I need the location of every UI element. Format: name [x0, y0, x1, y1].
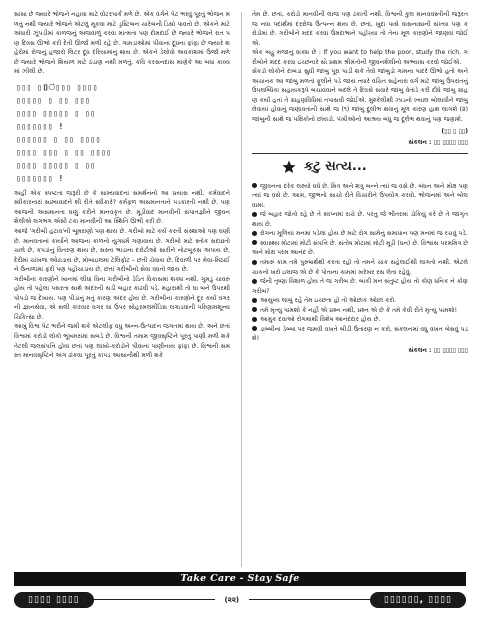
bullet-icon: [252, 212, 257, 217]
verse-line: ▯▯▯ ▯▯ં▯▯▯ ▯▯▯▯: [16, 82, 99, 92]
list-item: [252, 296, 468, 306]
verse-line: ▯▯▯▯▯▯ ▯ ▯▯ ▯▯▯▯: [16, 134, 102, 144]
paragraph: સેંકડો લોકોને દાબડા સુધી જાંબુ પૂરા પાડી શકે તેવો જાંબુડો ગામના પાદરે ઊભો હતો અને અચાનક આ જાંબુ મળતાં ફૂલીને પડે જાય ત્યારે વંચિત સહેનારા વર્ગ માટે જાંબુ ઉપરાંતનું ઉપલબ્ધિકા સહાયકરૂપે બચાવવાને બદલે તે દિવસે સવારે જાંબુ વેતાંડે કરી દીધે જાંબુ ગ્રાહણ કર્યા હતાં તે ગ્રાહણવિધિમાં તપાસવી જોઈએ. મુશ્કેલીથી ઝાડનો ખ્યાલ બોલાવીને જાંબુ લેવાયાં હોવાનું જણાવતાની સાથે જ (૧) જાંબુ દૂલીભ થવાનું મૂળ કારણ હાથ લાગશે (૨) જાંબુની સાથે જ પક્ષિકોનો છાંયડો, પંખીઓનો આશ્રય બધું જ દૂર્લભ થવાનું પણ જણાશે.: [252, 68, 468, 124]
section-title: કટુ સત્ય...: [304, 158, 367, 174]
paragraph: આખું વિશ્વ પેટ ભરીને જમી શકે એટલીફ વધુ અન્ન-ઉત્પાદન જગતમાં થાય છે. અને છતાં વિશ્વમાં કરોડો લોકો ભૂખમરામાં સબડે છે. વિશ્વની તમામ જીવસૃષ્ટિને પૂરતું પાણી મળી શકે તેટલી જલસંપત્તિ હોવા છતાં પણ લાખો-કરોડોને પીવાના પાણીનાય ફાંફા છે. વિશ્વની સમસ્ત માનવસૃષ્ટિને અંગ ઢાંકવા પૂરતું કાપડ આસાનીથી મળી શકે: [14, 323, 230, 360]
paragraph: ગરીબીનાં કારણોને ખાનમાં લીધાં વિના ગરીબીનો ડેડિત વિકાસમાં શક્ય નથી. ગુમડું ચાવરું હોય તો પહેલા પસરતા સાથે અંદરની સડી બહાર કાઢવી પડે. મહારાથી તો ઘા બને ઉપરથી પોપડો જ દેખાય. પણ પીડાનું મતું કારણ અંદર હોય છે. ગરીબીનાં કારણોને દૂર કર્યા વગરની જ્ઞાનસેવા, એ સલી કારવાર વગર ઘા ઉપર સોહરમલમીડિસ લગાડવાની પરિણામશૂન્ય ચિકિત્સા છે.: [14, 275, 230, 321]
list-item-text: તમે મૃત્યુ પામશો કે નહીં એ પ્રશ્ન નથી, પ્રશ્ન એ છે કે તમે કેવી રીતે મૃત્યુ પામશો!: [260, 306, 458, 314]
paragraph: એક બહુ મજાનું વાક્ય છે : If you want to help the poor, study the rich. ગરીબોને મદદ કરવા ઇચ્છનારે સૌ પ્રથમ શ્રીમંતોની જીવનશૈલીનો અભ્યાસ કરવો જોઈએ.: [252, 49, 468, 66]
slogan-banner: Take Care - Stay Safe: [14, 572, 466, 586]
list-item: [252, 239, 468, 258]
bullet-icon: [252, 231, 257, 236]
bullet-icon: [252, 260, 257, 265]
magazine-name-badge: ▯▯▯▯ ▯▯▯▯: [14, 592, 94, 608]
list-item-text: જીવનના દરેક લક્ષ્યો વધે છે. મિત્ર અને શત્રુ બન્ને ત્યાં જ વસે છે. બંધન અને મોક્ષ પણ ત્યાં જ વસે છે. આમ, જીભનો સાચો રીતે વિચારીને ઉપયોગ કરવો, ભોજનમાં અને બોલવામાં.: [252, 182, 468, 209]
page-footer: [14, 590, 466, 610]
source-label: સંકલન :: [408, 346, 432, 354]
bullet-icon: [252, 317, 257, 322]
paragraph: તેમ છે. છતાં, કરોડો માનવીની લાજ પણ ઢંકાતી નથી. વિશ્વની કુલ માનવવસ્તીની જરૂરત જ નવા પદાર્થમાં દરરોજ ઉત્પન્ન થાય છે. છતાં, ખુદા પાસે વાસનાસાની સંખ્યા પણ કરોડોમાં છે. ગરીબોને મદદ કરવા ઉમદાભાને પહોંચ્યા તો તેના મૂળ કારણોને જાણવાં જોઈએ.: [252, 11, 468, 47]
article-signature: [252, 127, 468, 137]
list-item: [252, 210, 468, 229]
verse-line: ▯▯▯▯▯▯▯ !: [16, 121, 64, 131]
bullet-list: [252, 182, 468, 344]
paragraph: અહીં એક સ્પષ્ટતા જરૂરી છે કે સામ્યવાદના સમર્થનનો આ પ્રયાસ નથી. કર્મવાદને સ્વીકારનારાં સામ્યવાદને શી રીતે સ્વીકારે? કર્મફળ અસમાનતાને પડકારતી નથી છે. પણ આજની અસમાનતા ઘણું કરીને માનવકૃત છે. મૂડીવાદ માનવીની સંપાતજ્ઞીને જીવનશૈલીએ લગભગ એંસી ટકા માનવીની આ સ્થિતિ ઊભી કરી છે.: [14, 189, 230, 226]
bullet-icon: [252, 298, 257, 303]
list-item: [252, 315, 468, 325]
list-item-text: જે બહાર જોતો રહે છે તે સ્વપ્નમાં રાચે છે. પરંતુ જે ભીતરમાં ડોકિયું કરે છે તે જાગૃત થાય છે.: [252, 211, 468, 228]
section-heading: [282, 158, 468, 176]
page-number: (૨૨): [215, 596, 250, 605]
list-item-text: આમુક દવાઓ રોગમાંથી વિશેષ આનંદદાર હોય છે.: [260, 316, 381, 324]
poem-verse: [16, 81, 230, 185]
signature-bracket: ): [465, 127, 468, 135]
list-item: [252, 325, 468, 344]
list-item: [252, 306, 468, 316]
verse-line: ▯▯▯▯▯ ▯ ▯▯ ▯▯▯: [16, 95, 91, 105]
list-item: [252, 258, 468, 277]
section-divider: [252, 153, 468, 154]
list-item: [252, 182, 468, 211]
verse-line: ▯▯▯▯ ▯▯▯▯▯ ▯ ▯▯: [16, 160, 96, 170]
source-credit: [252, 346, 468, 356]
list-item-text: રોગના મૂળિયાં મનમાં પડેલાં હોય છે માટે રોગ સામેનું સમાધાન પણ મનમાં જ રચવું પડે.: [260, 230, 468, 238]
source-label: સંકલન :: [408, 139, 432, 147]
list-item-text: સ્વાસ્થ્ય મોટામાં મોટી સંપત્તિ છે. સંતોષ મોટામાં મોટી મૂડી (ધન) છે. વિશ્વાસ પરમમિત્ર છે અને મોક્ષ પરમ આનંદ છે.: [252, 239, 468, 257]
list-item: [252, 229, 468, 239]
source-name: ▯▯ ▯▯▯▯ ▯▯▯: [433, 346, 468, 354]
verse-line: ▯▯▯▯▯▯▯ !: [16, 173, 64, 183]
verse-line: ▯▯▯▯ ▯▯▯▯▯ ▯ ▯▯: [16, 108, 96, 118]
list-item-text: તમારું કામ તમે પુરુષાર્થથી કરતા રહો તો તમને ચાક સહેલાઈથી લાગતો નથી. એટલે ચાકનો ખરો ઇલાજ એ છે કે પોતાના કામમાં ખરેખર રસ લેતા રહેવું.: [252, 259, 468, 276]
left-column: [14, 10, 230, 361]
verse-line: ▯▯▯▯ ▯▯▯ ▯ ▯▯ ▯▯▯▯: [16, 147, 112, 157]
issue-date-badge: ▯▯▯▯▯▯, ▯▯▯▯: [370, 592, 466, 608]
signature-name: ▯▯ ▯ ▯▯: [444, 127, 466, 135]
source-credit: [252, 138, 468, 148]
bullet-icon: [252, 307, 257, 312]
paragraph: આજે 'ગરીબી હટાવ'ની બૂમરાણો પણ થાય છે. ગરીબો માટે કર્ય કરતી સંસ્થાઓ પણ ઘણી છે. માનવતાનાં કાર્યોને આજના કાળનો યુગધર્મ ગણાવાય છે. ગરીબો માટે સ્તોક સદાવ્રતો ચાલે છે, કપડાંનું વિતરણ થાય છે, સસ્તા ભાડાના દરોટીઓ સારીને નોટબૂકસ અપાય છે, દેરીમાં ચાંખળા ઓઢાડાય છે, મોબાઇલમાં ટેલિફોટ – છતી ચેવાય છે, દિવાળી પર મેવા-મિઠાઈ ને ઉનાળામાં ફરી પણ પહોંચાડાય છે, છતાં ગરીબીનો સેવા વધતો જાય છે.: [14, 228, 230, 274]
list-item-text: જેની તૃષ્ણા વિશાળ હોય તે જ ગરીબ છે. બાકી મન સંતુષ્ટ હોય તો કોણ ધનિક ને કોણ ગરીબ?: [252, 278, 468, 295]
column-divider: [241, 12, 242, 567]
right-column: [252, 10, 468, 356]
paragraph: સાંસા છે જ્યારે ભોજને નહાવા માટે વોટરપાર્ક મળે છે. એક વર્ગને પેટ ભરવું પૂરતું ભોજન મળતું નથી જ્યારે ભોજને એટલું મૂકવા માટે ડ્રસ્ટિબન ચારેબની ડિસો પાવતો છે. એકને માટે અંધારી ઝૂંપડીમાં કાળજનું અજવાળું કરવા માત્મતા પણ દોમદાઈ છે જ્યારે ભોજને રાત પણ દિવસ ઊભો કરી દેતી ઊર્જા મળી રહે છે. ગામડાંઓમાં પીવાના દૂધના ફાંફા છે જ્યારે શહેરોમાં રોજનું હજારો લિટર દૂધ દરિયામાંનું થાય છે. એકને ડેલોવો અવકાશમાં ઉર્જા મળે છે જ્યારે ભોજને શિયાળ માટે ઠંડાણ નથી મળતું. કવિ કરસનદાસ માણેકે આ બધા કાવ્યમાં ઝીલી છે.: [14, 11, 230, 76]
list-item-text: આયુષ્ય લાંબું રહે તેમ ઇચ્છતા હો તો ઓછાંક ઓછાં કરો.: [260, 297, 397, 305]
bullet-icon: [252, 326, 257, 331]
source-name: ▯▯ ▯▯▯▯ ▯▯▯: [433, 139, 468, 147]
signature-bracket: (: [441, 127, 445, 135]
bullet-icon: [252, 279, 257, 284]
list-item: [252, 277, 468, 296]
star-icon: [282, 160, 296, 174]
bullet-icon: [252, 240, 257, 245]
bullet-icon: [252, 183, 257, 188]
list-item-text: ડાબ્બીના ડેબ્બા પર જમવી વખતે બીડી ઉતારણ ન કરો, સંકલનમાં વધુ વખત બેસવું પડશે!: [252, 325, 468, 343]
